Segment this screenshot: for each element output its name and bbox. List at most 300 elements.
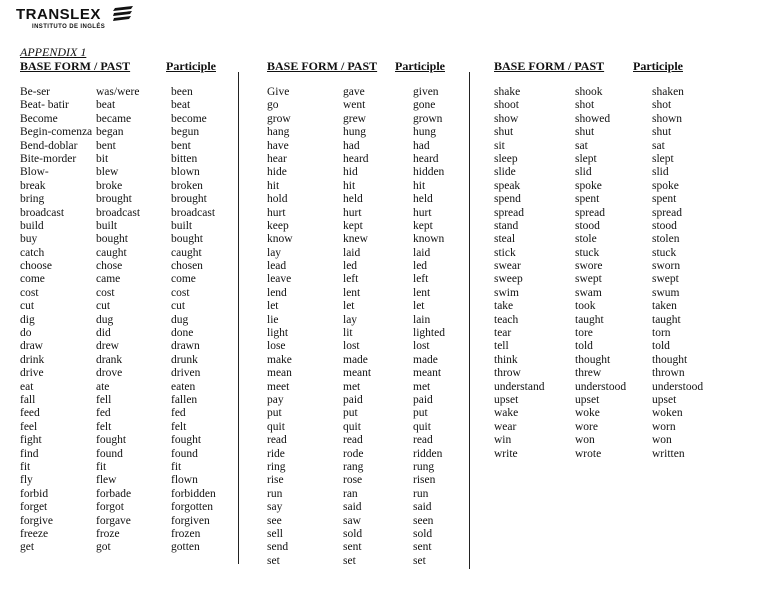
past-cell: took	[575, 300, 596, 313]
base-form-cell: speak	[494, 179, 521, 192]
participle-cell: done	[171, 327, 194, 340]
participle-cell: meant	[413, 367, 442, 380]
past-cell: met	[343, 380, 361, 393]
past-cell: broke	[96, 179, 123, 192]
participle-cell: stood	[652, 219, 677, 232]
base-form-cell: fit	[20, 460, 31, 473]
base-form-cell: tear	[494, 327, 512, 340]
base-form-cell: buy	[20, 233, 38, 246]
participle-cell: seen	[413, 514, 434, 527]
participle-cell: made	[413, 353, 438, 366]
past-cell: shook	[575, 86, 603, 98]
past-cell: cost	[96, 286, 115, 299]
base-form-cell: swear	[494, 260, 521, 273]
base-form-cell: feed	[20, 407, 40, 420]
past-cell: held	[343, 193, 363, 206]
participle-cell: woken	[652, 407, 683, 420]
past-cell: fit	[96, 460, 107, 473]
past-cell: stuck	[575, 246, 600, 259]
participle-cell: taken	[652, 300, 677, 313]
base-form-cell: Bend-doblar	[20, 139, 78, 152]
participle-cell: held	[413, 193, 433, 206]
base-form-cell: leave	[267, 273, 292, 286]
past-cell: broadcast	[96, 206, 141, 219]
participle-cell: bought	[171, 233, 203, 246]
past-cell: spent	[575, 193, 600, 206]
participle-cell: broken	[171, 179, 203, 192]
participle-cell: written	[652, 447, 685, 460]
past-cell: felt	[96, 420, 112, 433]
participle-cell: blown	[171, 166, 200, 179]
participle-cell: spread	[652, 206, 683, 219]
participle-cell: told	[652, 340, 670, 353]
past-cell: froze	[96, 527, 120, 540]
participle-cell: gone	[413, 99, 436, 112]
participle-cell: swept	[652, 273, 679, 286]
participle-cell: sworn	[652, 260, 681, 273]
base-form-cell: say	[267, 501, 283, 514]
past-cell: began	[96, 126, 124, 139]
translex-logo	[14, 4, 134, 36]
past-cell: shot	[575, 99, 595, 112]
participle-cell: thought	[652, 353, 688, 366]
past-cell: wrote	[575, 447, 602, 460]
past-cell: led	[343, 260, 358, 273]
participle-cell: rung	[413, 460, 435, 473]
participle-cell: put	[413, 407, 428, 420]
past-cell: said	[343, 501, 362, 514]
participle-cell: heard	[413, 152, 439, 165]
base-form-cell: come	[20, 273, 45, 286]
logo-stripes-icon	[113, 6, 135, 22]
past-cell: did	[96, 327, 111, 340]
participle-cell: understood	[652, 380, 704, 393]
past-cell: drove	[96, 367, 123, 380]
past-cell: spoke	[575, 179, 602, 192]
participle-cell: fit	[171, 460, 182, 473]
past-cell: ate	[96, 380, 110, 393]
past-cell: lent	[343, 286, 361, 299]
past-cell: hid	[343, 166, 358, 179]
participle-cell: ridden	[413, 447, 443, 460]
participle-cell: upset	[652, 393, 677, 406]
participle-cell: won	[652, 434, 672, 447]
past-cell: rang	[343, 460, 364, 473]
base-form-cell: sit	[494, 139, 505, 152]
past-cell: built	[96, 219, 118, 232]
base-form-cell: sweep	[494, 273, 523, 286]
base-form-cell: steal	[494, 233, 516, 246]
past-cell: came	[96, 273, 121, 286]
participle-cell: sat	[652, 139, 665, 152]
base-form-cell: choose	[20, 260, 52, 273]
participle-cell: let	[413, 300, 425, 313]
base-form-cell: mean	[267, 367, 292, 380]
column-1-participle-header: Participle	[166, 59, 216, 73]
base-form-cell: bring	[20, 193, 45, 206]
past-cell: meant	[343, 367, 372, 380]
past-cell: quit	[343, 420, 361, 433]
base-form-cell: dig	[20, 313, 35, 326]
past-cell: kept	[343, 219, 363, 232]
participle-cell: thrown	[652, 367, 685, 380]
past-cell: won	[575, 434, 595, 447]
participle-cell: built	[171, 219, 193, 232]
participle-cell: forgiven	[171, 514, 210, 527]
past-cell: swept	[575, 273, 602, 286]
past-cell: flew	[96, 474, 117, 487]
past-cell: drank	[96, 353, 123, 366]
base-form-cell: upset	[494, 393, 519, 406]
participle-cell: spoke	[652, 179, 679, 192]
past-cell: found	[96, 447, 123, 460]
base-form-cell: think	[494, 353, 518, 366]
base-form-cell: fight	[20, 434, 42, 447]
participle-cell: fed	[171, 407, 186, 420]
base-form-cell: take	[494, 300, 514, 313]
participle-cell: said	[413, 501, 432, 514]
base-form-cell: hit	[267, 179, 280, 192]
participle-cell: bitten	[171, 152, 198, 165]
participle-cell: broadcast	[171, 206, 216, 219]
past-cell: made	[343, 353, 368, 366]
participle-cell: eaten	[171, 380, 196, 393]
participle-cell: shown	[652, 112, 683, 125]
past-cell: bit	[96, 152, 109, 165]
base-form-cell: write	[494, 447, 518, 460]
past-cell: sent	[343, 541, 362, 554]
base-form-cell: let	[267, 300, 279, 313]
past-cell: woke	[575, 407, 600, 420]
base-form-cell: read	[267, 434, 287, 447]
participle-cell: shut	[652, 126, 672, 139]
past-cell: blew	[96, 166, 119, 179]
participle-cell: stuck	[652, 246, 677, 259]
participle-cell: grown	[413, 112, 443, 125]
participle-cell: stolen	[652, 233, 680, 246]
base-form-cell: find	[20, 447, 39, 460]
base-form-cell: drink	[20, 353, 45, 366]
participle-cell: worn	[652, 420, 676, 433]
column-divider-2	[469, 72, 470, 569]
participle-cell: lost	[413, 340, 430, 353]
past-cell: fed	[96, 407, 111, 420]
participle-cell: swum	[652, 286, 680, 299]
logo-subtitle: INSTITUTO DE INGLÉS	[32, 24, 106, 30]
base-form-cell: lose	[267, 340, 286, 353]
base-form-cell: hear	[267, 152, 287, 165]
past-cell: upset	[575, 393, 600, 406]
base-form-cell: get	[20, 541, 35, 554]
base-form-cell: Become	[20, 112, 58, 125]
past-cell: chose	[96, 260, 123, 273]
past-cell: stood	[575, 219, 600, 232]
logo-wordmark: TRANSLEX	[16, 6, 101, 23]
base-form-cell: catch	[20, 246, 45, 259]
base-form-cell: shut	[494, 126, 514, 139]
base-form-cell: meet	[267, 380, 290, 393]
base-form-cell: hide	[267, 166, 287, 179]
base-form-cell: sleep	[494, 152, 518, 165]
base-form-cell: pay	[267, 393, 284, 406]
base-form-cell: send	[267, 541, 289, 554]
past-cell: laid	[343, 246, 361, 259]
participle-cell: dug	[171, 313, 189, 326]
base-form-cell: cut	[20, 300, 35, 313]
base-form-cell: spread	[494, 206, 525, 219]
past-cell: knew	[343, 233, 368, 246]
column-2-participle-header: Participle	[395, 59, 445, 73]
column-divider-1	[238, 72, 239, 564]
base-form-cell: know	[267, 233, 293, 246]
base-form-cell: freeze	[20, 527, 49, 540]
base-form-cell: Beat- batir	[20, 99, 69, 112]
base-form-cell: set	[267, 554, 280, 567]
participle-cell: bent	[171, 139, 191, 152]
past-cell: wore	[575, 420, 598, 433]
column-3-participle-header: Participle	[633, 59, 683, 73]
base-form-cell: stand	[494, 219, 519, 232]
participle-cell: given	[413, 86, 439, 98]
participle-cell: lighted	[413, 327, 445, 340]
participle-cell: slept	[652, 152, 674, 165]
past-cell: dug	[96, 313, 114, 326]
past-cell: understood	[575, 380, 627, 393]
participle-cell: drunk	[171, 353, 198, 366]
base-form-cell: quit	[267, 420, 285, 433]
participle-cell: chosen	[171, 260, 203, 273]
base-form-cell: drive	[20, 367, 44, 380]
participle-cell: laid	[413, 246, 431, 259]
past-cell: read	[343, 434, 363, 447]
participle-cell: become	[171, 112, 207, 125]
past-cell: hung	[343, 126, 366, 139]
past-cell: forgave	[96, 514, 131, 527]
past-cell: forbade	[96, 487, 132, 500]
participle-cell: hit	[413, 179, 426, 192]
participle-cell: begun	[171, 126, 200, 139]
participle-cell: felt	[171, 420, 187, 433]
participle-cell: flown	[171, 474, 198, 487]
past-cell: drew	[96, 340, 119, 353]
past-cell: hurt	[343, 206, 362, 219]
participle-cell: shaken	[652, 86, 684, 98]
base-form-cell: Give	[267, 86, 290, 98]
base-form-cell: shake	[494, 86, 521, 98]
base-form-cell: light	[267, 327, 289, 340]
participle-cell: quit	[413, 420, 431, 433]
participle-cell: cost	[171, 286, 190, 299]
participle-cell: been	[171, 86, 193, 98]
past-cell: swore	[575, 260, 603, 273]
column-3-base-past-header: BASE FORM / PAST	[494, 59, 605, 73]
participle-cell: frozen	[171, 527, 201, 540]
past-cell: lay	[343, 313, 358, 326]
past-cell: paid	[343, 393, 363, 406]
past-cell: spread	[575, 206, 606, 219]
base-form-cell: teach	[494, 313, 519, 326]
participle-cell: sent	[413, 541, 432, 554]
base-form-cell: ring	[267, 460, 286, 473]
past-cell: rose	[343, 474, 363, 487]
base-form-cell: forgive	[20, 514, 54, 527]
past-cell: went	[343, 99, 366, 112]
base-form-cell: eat	[20, 380, 34, 393]
participle-cell: hurt	[413, 206, 432, 219]
base-form-cell: fly	[20, 474, 33, 487]
past-cell: was/were	[96, 86, 140, 98]
base-form-cell: rise	[267, 474, 284, 487]
base-form-cell: Blow-	[20, 166, 49, 179]
base-form-cell: fall	[20, 393, 36, 406]
participle-cell: set	[413, 554, 426, 567]
past-cell: had	[343, 139, 360, 152]
past-cell: gave	[343, 86, 365, 98]
base-form-cell: do	[20, 327, 32, 340]
past-cell: let	[343, 300, 355, 313]
past-cell: showed	[575, 112, 611, 125]
participle-cell: found	[171, 447, 198, 460]
past-cell: beat	[96, 99, 116, 112]
participle-cell: risen	[413, 474, 436, 487]
past-cell: got	[96, 541, 111, 554]
past-cell: set	[343, 554, 356, 567]
base-form-cell: spend	[494, 193, 521, 206]
past-cell: swam	[575, 286, 602, 299]
past-cell: taught	[575, 313, 604, 326]
base-form-cell: run	[267, 487, 283, 500]
past-cell: fought	[96, 434, 127, 447]
participle-cell: had	[413, 139, 430, 152]
participle-cell: driven	[171, 367, 201, 380]
participle-cell: taught	[652, 313, 681, 326]
participle-cell: kept	[413, 219, 433, 232]
base-form-cell: forget	[20, 501, 48, 514]
past-cell: sold	[343, 527, 363, 540]
participle-cell: fought	[171, 434, 202, 447]
base-form-cell: Be-ser	[20, 86, 51, 98]
base-form-cell: wake	[494, 407, 519, 420]
past-cell: thought	[575, 353, 611, 366]
past-cell: grew	[343, 112, 366, 125]
participle-cell: brought	[171, 193, 207, 206]
participle-cell: cut	[171, 300, 186, 313]
participle-cell: paid	[413, 393, 433, 406]
base-form-cell: Bite-morder	[20, 152, 77, 165]
base-form-cell: stick	[494, 246, 516, 259]
past-cell: threw	[575, 367, 602, 380]
past-cell: cut	[96, 300, 111, 313]
past-cell: put	[343, 407, 358, 420]
base-form-cell: swim	[494, 286, 519, 299]
base-form-cell: shoot	[494, 99, 519, 112]
past-cell: heard	[343, 152, 369, 165]
past-cell: left	[343, 273, 359, 286]
base-form-cell: build	[20, 219, 44, 232]
base-form-cell: cost	[20, 286, 39, 299]
base-form-cell: make	[267, 353, 292, 366]
base-form-cell: understand	[494, 380, 545, 393]
participle-cell: sold	[413, 527, 433, 540]
participle-cell: torn	[652, 327, 671, 340]
participle-cell: spent	[652, 193, 677, 206]
base-form-cell: break	[20, 179, 46, 192]
past-cell: shut	[575, 126, 595, 139]
base-form-cell: ride	[267, 447, 285, 460]
past-cell: lit	[343, 327, 353, 340]
base-form-cell: hurt	[267, 206, 286, 219]
base-form-cell: slide	[494, 166, 516, 179]
participle-cell: led	[413, 260, 428, 273]
participle-cell: come	[171, 273, 196, 286]
participle-cell: drawn	[171, 340, 200, 353]
participle-cell: fallen	[171, 393, 198, 406]
participle-cell: met	[413, 380, 431, 393]
past-cell: slept	[575, 152, 597, 165]
base-form-cell: forbid	[20, 487, 49, 500]
participle-cell: left	[413, 273, 429, 286]
participle-cell: read	[413, 434, 433, 447]
participle-cell: hidden	[413, 166, 445, 179]
base-form-cell: lay	[267, 246, 282, 259]
past-cell: bent	[96, 139, 116, 152]
base-form-cell: go	[267, 99, 279, 112]
base-form-cell: grow	[267, 112, 291, 125]
column-1-base-past-header: BASE FORM / PAST	[20, 59, 131, 73]
participle-cell: gotten	[171, 541, 200, 554]
past-cell: fell	[96, 393, 112, 406]
base-form-cell: Begin-comenza	[20, 126, 93, 139]
base-form-cell: keep	[267, 219, 289, 232]
past-cell: caught	[96, 246, 127, 259]
past-cell: brought	[96, 193, 132, 206]
base-form-cell: put	[267, 407, 282, 420]
base-form-cell: tell	[494, 340, 509, 353]
past-cell: ran	[343, 487, 358, 500]
base-form-cell: sell	[267, 527, 283, 540]
participle-cell: beat	[171, 99, 191, 112]
participle-cell: run	[413, 487, 429, 500]
base-form-cell: throw	[494, 367, 521, 380]
past-cell: lost	[343, 340, 360, 353]
participle-cell: forbidden	[171, 487, 216, 500]
past-cell: tore	[575, 327, 593, 340]
base-form-cell: hang	[267, 126, 290, 139]
past-cell: stole	[575, 233, 597, 246]
participle-cell: slid	[652, 166, 669, 179]
past-cell: sat	[575, 139, 588, 152]
base-form-cell: feel	[20, 420, 38, 433]
participle-cell: known	[413, 233, 445, 246]
base-form-cell: lend	[267, 286, 287, 299]
base-form-cell: lie	[267, 313, 279, 326]
past-cell: bought	[96, 233, 128, 246]
participle-cell: lain	[413, 313, 431, 326]
base-form-cell: broadcast	[20, 206, 65, 219]
base-form-cell: have	[267, 139, 289, 152]
base-form-cell: lead	[267, 260, 287, 273]
base-form-cell: wear	[494, 420, 517, 433]
participle-cell: forgotten	[171, 501, 213, 514]
appendix-title: APPENDIX 1	[20, 45, 87, 59]
base-form-cell: win	[494, 434, 512, 447]
participle-cell: lent	[413, 286, 431, 299]
base-form-cell: show	[494, 112, 519, 125]
base-form-cell: hold	[267, 193, 288, 206]
past-cell: became	[96, 112, 132, 125]
past-cell: slid	[575, 166, 592, 179]
past-cell: hit	[343, 179, 356, 192]
